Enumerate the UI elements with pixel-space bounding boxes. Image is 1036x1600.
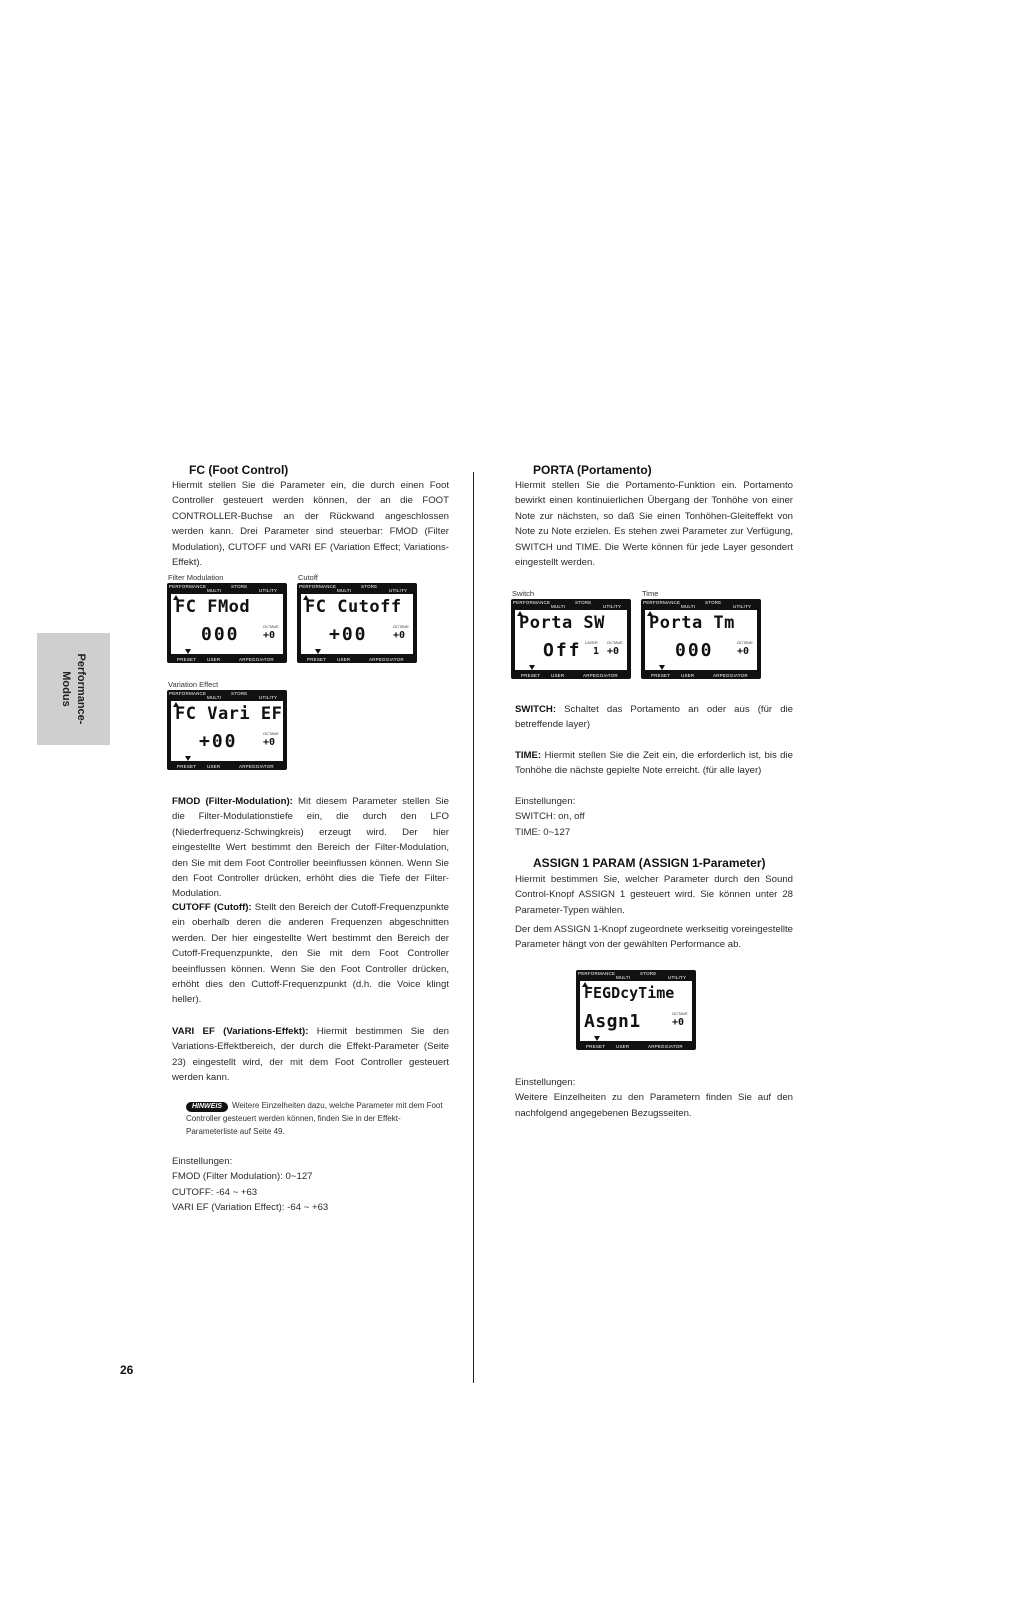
column-divider	[473, 472, 474, 1383]
caption-switch: Switch	[512, 589, 535, 598]
lcd-line1: Porta Tm	[649, 613, 735, 633]
lcd-line1: FC Cutoff	[305, 597, 402, 617]
lcd-fc-cutoff: PERFORMANCE MULTI STORE UTILITY FC Cutoff +00 OCTAVE +0 PRESET USER ARPEGGIATOR	[297, 583, 417, 663]
side-tab-line1: Performance-	[75, 653, 88, 725]
lcd-line2: +00	[199, 731, 238, 752]
right-settings: Einstellungen: SWITCH: on, off TIME: 0~127	[515, 796, 585, 838]
lcd-line1: FC Vari EF	[175, 704, 283, 724]
time-paragraph: TIME: Hiermit stellen Sie die Zeit ein, die erforderlich ist, bis die Tonhöhe die nächste gepielte Note erreicht. (für alle layer)	[515, 750, 793, 777]
lcd-porta-switch: PERFORMANCE MULTI STORE UTILITY Porta SW Off LAYER 1 OCTAVE +0 PRESET USER ARPEGGIATOR	[511, 599, 631, 679]
lcd-line1: FC FMod	[175, 597, 251, 617]
left-settings: Einstellungen: FMOD (Filter Modulation): 0~127 CUTOFF: -64 ~ +63 VARI EF (Variation Effect): -64 ~ +63	[172, 1156, 329, 1214]
lcd-fc-vari-ef: PERFORMANCE MULTI STORE UTILITY FC Vari EF +00 OCTAVE +0 PRESET USER ARPEGGIATOR	[167, 690, 287, 770]
fc-description: Hiermit stellen Sie die Parameter ein, die durch einen Foot Controller gesteuert werden können, der an die FOOT CONTROLLER-Buchse an der Rückwand angeschlossen werden kann. Drei Parameter sind steuerbar: FMOD (Filter Modulation), CUTOFF und VARI EF (Variation Effect; Variations-Effekt).	[172, 480, 449, 569]
fmod-paragraph: FMOD (Filter-Modulation): Mit diesem Parameter stellen Sie die Filter-Modulationstiefe ein, die durch den LFO (Niederfrequenz-Schwingkreis) erzeugt wird. Der hier eingestellte Wert bestimmt den Bereich der Filter-Modulation, den Sie mit dem Foot Controller beeinflussen können. Wenn Sie den Foot Controller drücken, erhöht dies die Tiefe der Filter-Modulation.	[172, 796, 449, 900]
lcd-line1: FEGDcyTime	[584, 984, 675, 1002]
lcd-octave-value: +0	[672, 1017, 685, 1028]
lcd-octave-value: +0	[263, 630, 276, 641]
cutoff-paragraph: CUTOFF (Cutoff): Stellt den Bereich der Cutoff-Frequenzpunkte ein oberhalb deren die anderen Frequenzen abgeschnitten werden. Der hier eingestellte Wert bestimmt den Bereich der Cutoff-Frequenzpunkte, den Sie mit dem Foot Controller beeinflussen können. Wenn Sie den Foot Controller drücken, erhöht dies den Cuttoff-Frequenzpunkt (d.h. die Voice klingt heller).	[172, 902, 449, 1006]
hinweis-text: Weitere Einzelheiten dazu, welche Parameter mit dem Foot Controller gesteuert werden können, finden Sie in der Effekt-Parameterliste auf Seite 49.	[186, 1101, 443, 1136]
lcd-line2: Off	[543, 640, 582, 661]
lcd-octave-value: +0	[607, 646, 620, 657]
lcd-porta-time: PERFORMANCE MULTI STORE UTILITY Porta Tm 000 OCTAVE +0 PRESET USER ARPEGGIATOR	[641, 599, 761, 679]
assign-heading: ASSIGN 1 PARAM (ASSIGN 1-Parameter)	[533, 856, 766, 870]
porta-description: Hiermit stellen Sie die Portamento-Funktion ein. Portamento bewirkt einen kontinuierlichen Übergang der Tonhöhe von einer Note zur nächsten, so daß Sie einen Tonhöhen-Gleiteffekt von Note zu Note erzielen. Es stehen zwei Parameter zur Verfügung, SWITCH und TIME. Die Werte können für jede Layer gesondert eingestellt werden.	[515, 480, 793, 569]
assign-description-1: Hiermit bestimmen Sie, welcher Parameter durch den Sound Control-Knopf ASSIGN 1 gesteuert wird. Sie können unter 28 Parameter-Typen wählen.	[515, 874, 793, 916]
lcd-fc-fmod: PERFORMANCE MULTI STORE UTILITY FC FMod 000 OCTAVE +0 PRESET USER ARPEGGIATOR	[167, 583, 287, 663]
caption-variation-effect: Variation Effect	[168, 680, 219, 689]
lcd-line2: Asgn1	[584, 1011, 641, 1032]
lcd-octave-value: +0	[393, 630, 406, 641]
caption-cutoff: Cutoff	[298, 573, 318, 582]
right-settings-2: Einstellungen: Weitere Einzelheiten zu den Parametern finden Sie auf den nachfolgend angegebenen Bezugsseiten.	[515, 1077, 793, 1119]
fc-heading: FC (Foot Control)	[189, 463, 289, 477]
lcd-octave-value: +0	[737, 646, 750, 657]
lcd-line2: +00	[329, 624, 368, 645]
side-tab-label	[37, 633, 110, 745]
lcd-octave-value: +0	[263, 737, 276, 748]
lcd-line2: 000	[675, 640, 714, 661]
lcd-layer-value: 1	[593, 646, 600, 657]
section-side-tab	[37, 633, 110, 745]
page-number: 26	[120, 1363, 134, 1377]
caption-time: Time	[642, 589, 659, 598]
lcd-assign1: PERFORMANCE MULTI STORE UTILITY FEGDcyTime Asgn1 OCTAVE +0 PRESET USER ARPEGGIATOR	[576, 970, 696, 1050]
lcd-line2: 000	[201, 624, 240, 645]
caption-filter-modulation: Filter Modulation	[168, 573, 224, 582]
hinweis-badge: HINWEIS	[186, 1102, 228, 1112]
switch-paragraph: SWITCH: Schaltet das Portamento an oder aus (für die betreffende layer)	[515, 704, 793, 731]
hinweis-note	[186, 1099, 444, 1138]
side-tab-line2: Modus	[60, 671, 73, 707]
lcd-line1: Porta SW	[519, 613, 605, 633]
vari-paragraph: VARI EF (Variations-Effekt): Hiermit bestimmen Sie den Variations-Effektbereich, der durch die Effekt-Parameter (Seite 23) eingestellt wird, der mit dem Foot Controller gesteuert werden kann.	[172, 1026, 449, 1084]
porta-heading: PORTA (Portamento)	[533, 463, 652, 477]
assign-description-2: Der dem ASSIGN 1-Knopf zugeordnete werkseitig voreingestellte Parameter hängt von der gewählten Performance ab.	[515, 924, 793, 951]
